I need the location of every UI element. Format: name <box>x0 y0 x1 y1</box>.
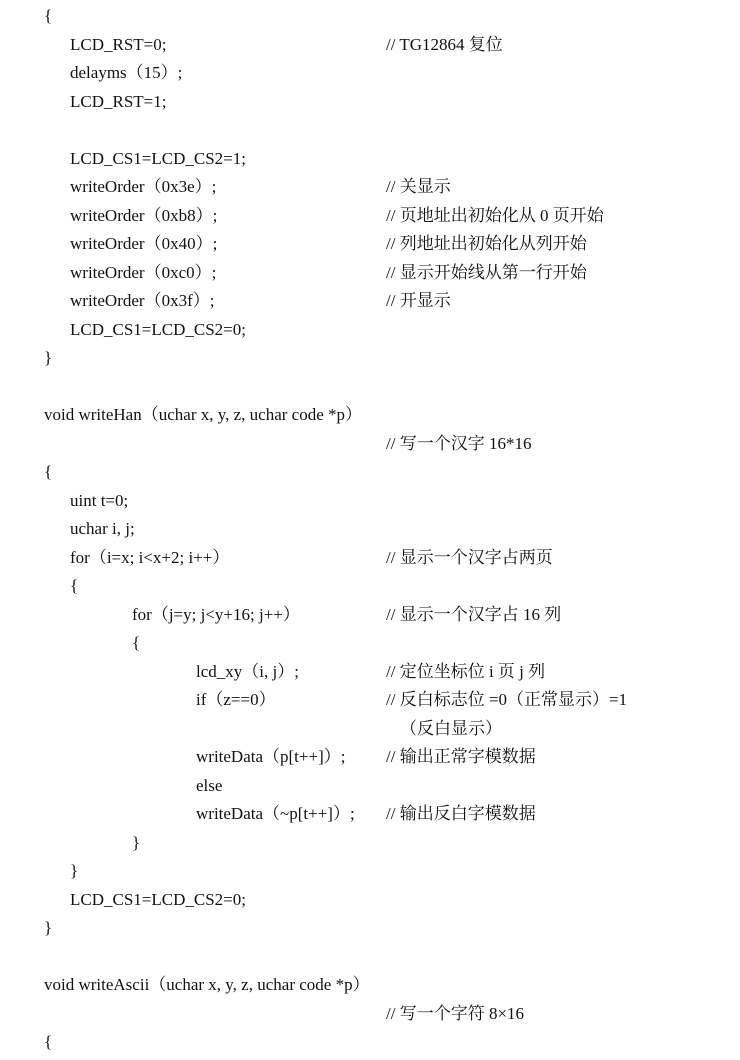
code-line <box>0 31 740 59</box>
code-line <box>0 857 740 885</box>
code-line <box>0 800 740 828</box>
code-line <box>0 515 740 543</box>
code-comment: // 关显示 <box>386 177 451 196</box>
code-line <box>0 943 740 971</box>
code-line <box>0 173 740 201</box>
code-line <box>0 344 740 372</box>
code-text: LCD_CS1=LCD_CS2=0; <box>70 319 246 339</box>
code-line <box>0 259 740 287</box>
code-text: } <box>70 861 79 880</box>
code-line <box>0 601 740 629</box>
code-line <box>0 202 740 230</box>
code-text: { <box>44 1032 53 1051</box>
code-text: { <box>70 576 79 595</box>
code-comment: （反白显示） <box>400 718 502 738</box>
code-text: LCD_CS1=LCD_CS2=0; <box>70 889 246 909</box>
code-comment: // 定位坐标位 i 页 j 列 <box>386 661 546 681</box>
code-text: writeOrder（0x40）; <box>70 234 218 253</box>
code-text: } <box>132 832 141 852</box>
code-line <box>0 572 740 600</box>
code-text: } <box>44 918 53 937</box>
code-line <box>0 629 740 657</box>
code-line <box>0 145 740 173</box>
code-line <box>0 658 740 686</box>
code-text: delayms（15）; <box>70 63 183 82</box>
code-line <box>0 686 740 714</box>
code-text: writeOrder（0x3f）; <box>70 291 215 310</box>
code-text: void writeHan（uchar x, y, z, uchar code *p） <box>44 405 363 424</box>
code-text: LCD_RST=1; <box>70 91 167 111</box>
code-text: writeOrder（0xc0）; <box>70 262 217 282</box>
code-comment: // 写一个汉字 16*16 <box>386 433 532 453</box>
code-text: { <box>44 6 53 25</box>
code-line <box>0 2 740 30</box>
code-line <box>0 287 740 315</box>
code-line <box>0 1000 740 1028</box>
code-line <box>0 373 740 401</box>
code-text: for（i=x; i<x+2; i++） <box>70 547 230 567</box>
code-text: writeData（p[t++]）; <box>196 747 346 766</box>
code-line <box>0 914 740 942</box>
code-line <box>0 88 740 116</box>
code-line <box>0 1028 740 1056</box>
code-line <box>0 715 740 743</box>
code-comment: // 输出正常字模数据 <box>386 747 536 766</box>
code-comment: // 显示一个汉字占两页 <box>386 547 553 567</box>
code-text: } <box>44 348 53 367</box>
code-line <box>0 430 740 458</box>
code-text: uchar i, j; <box>70 519 135 538</box>
code-comment: // 显示开始线从第一行开始 <box>386 262 587 282</box>
code-line <box>0 971 740 999</box>
code-text: if（z==0） <box>196 690 276 709</box>
code-text: for（j=y; j<y+16; j++） <box>132 604 300 624</box>
code-text: LCD_CS1=LCD_CS2=1; <box>70 148 246 168</box>
code-text: LCD_RST=0; <box>70 34 167 54</box>
code-line <box>0 316 740 344</box>
code-text: else <box>196 775 223 795</box>
code-line <box>0 401 740 429</box>
code-comment: // 显示一个汉字占 16 列 <box>386 604 562 624</box>
code-line <box>0 487 740 515</box>
code-line <box>0 544 740 572</box>
code-text: writeOrder（0x3e）; <box>70 177 217 196</box>
code-comment: // 列地址出初始化从列开始 <box>386 234 587 253</box>
code-line <box>0 458 740 486</box>
code-text: { <box>132 633 141 652</box>
code-comment: // 写一个字符 8×16 <box>386 1003 525 1023</box>
code-line <box>0 772 740 800</box>
code-comment: // TG12864 复位 <box>386 34 503 54</box>
code-text: writeData（~p[t++]）; <box>196 804 355 823</box>
code-line <box>0 886 740 914</box>
code-comment: // 输出反白字模数据 <box>386 804 536 823</box>
code-line <box>0 59 740 87</box>
code-text: uint t=0; <box>70 490 129 510</box>
code-line <box>0 230 740 258</box>
code-comment: // 反白标志位 =0（正常显示）=1 <box>386 690 628 709</box>
code-text: { <box>44 462 53 481</box>
code-text: void writeAscii（uchar x, y, z, uchar code *p） <box>44 975 370 994</box>
code-line <box>0 116 740 144</box>
code-comment: // 页地址出初始化从 0 页开始 <box>386 205 604 225</box>
code-text: writeOrder（0xb8）; <box>70 205 218 225</box>
code-comment: // 开显示 <box>386 291 451 310</box>
code-text: lcd_xy（i, j）; <box>196 661 299 681</box>
code-line <box>0 743 740 771</box>
code-line <box>0 829 740 857</box>
